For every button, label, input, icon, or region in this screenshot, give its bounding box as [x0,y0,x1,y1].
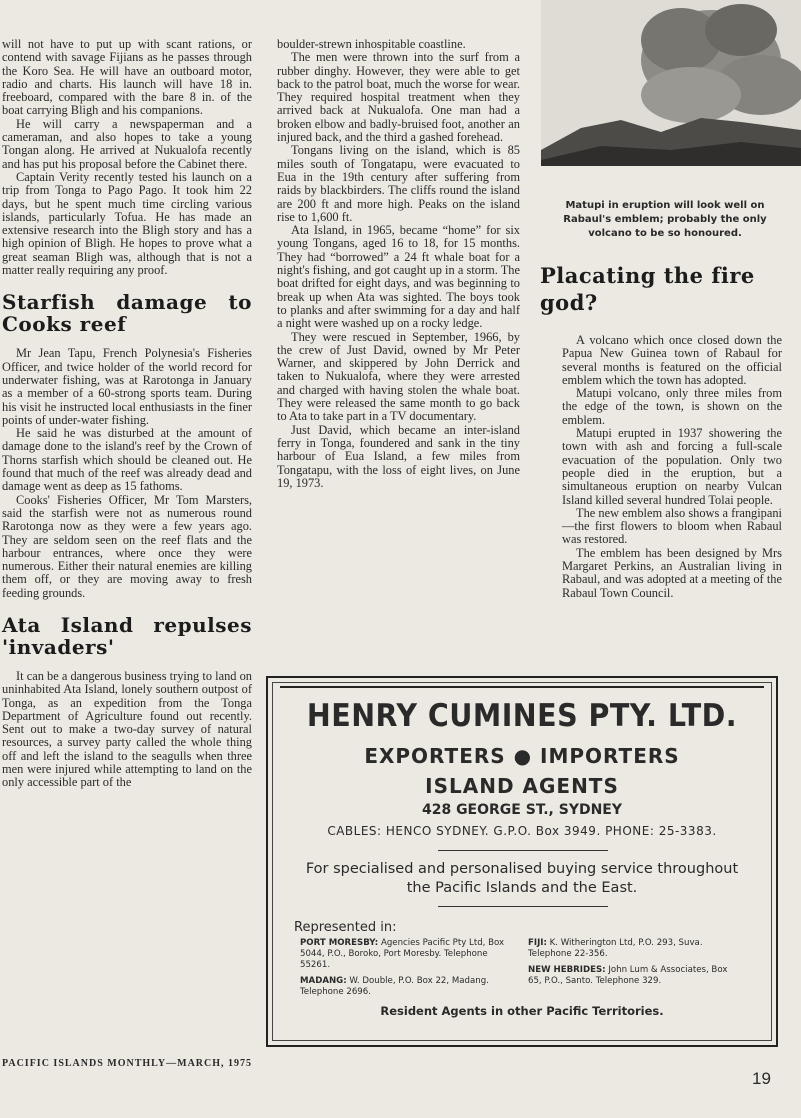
article-paragraph: He said he was disturbed at the amount of damage done to the island's reef by the Crown of Thorns starfish which should be cleaned out. He found that much of the reef was already dead and damage went as deep as 15 fathoms. [2,426,252,494]
ad-divider [438,906,608,907]
article-column-1 [2,38,252,790]
article-paragraph: The men were thrown into the surf from a rubber dinghy. However, they were able to get back to the patrol boat, much the worse for wear. They required hospital treatment when they arrived back at Nukualofa. One man had a broken elbow and badly-bruised foot, another an injured back, and the third a gashed forehead. [277,50,520,145]
volcano-photo [541,0,801,166]
ad-exporters-importers: EXPORTERS ● IMPORTERS [364,744,680,768]
volcano-eruption-image [541,0,801,166]
article-paragraph: Just David, which became an inter-island ferry in Tonga, foundered and sank in the tiny harbour of Eua Island, a few miles from Tongatapu, with the loss of eight lives, on June 19, 1973. [277,422,520,490]
ad-agents-left [300,938,508,998]
article-paragraph: Mr Jean Tapu, French Polynesia's Fisheries Officer, and twice holder of the world record for underwater fishing, was at Rarotonga in January as a member of a 60-strong sports team. During his visit he instructed local enthusiasts in the finer points of under-water fishing. [2,346,252,427]
agent-entry: MADANG: W. Double, P.O. Box 22, Madang. Telephone 2696. [300,976,489,997]
article-paragraph: boulder-strewn inhospitable coastline. [277,37,466,51]
article-paragraph: Captain Verity recently tested his launch on a trip from Tonga to Pago Pago. It took him 22 days, but he spent much time circling various islands, particularly Tofua. He has made an extensive research into the Bligh story and has a high opinion of Bligh. He hopes to prove what a great seaman Bligh was, although that is not a matter really requiring any proof. [2,169,252,278]
ad-company-name: HENRY CUMINES PTY. LTD. [306,698,738,734]
page-number: 19 [752,1069,771,1088]
fire-god-headline: Placating the fire god? [540,263,755,315]
ad-agents-right [528,938,738,987]
agent-entry: NEW HEBRIDES: John Lum & Associates, Box 65, P.O., Santo. Telephone 329. [528,965,728,986]
agent-entry: PORT MORESBY: Agencies Pacific Pty Ltd, Box 5044, P.O., Boroko, Port Moresby. Telephone 55261. [300,938,505,970]
article-paragraph: Matupi volcano, only three miles from the edge of the town, is shown on the emblem. [562,386,782,427]
ad-represented-label: Represented in: [294,920,397,935]
starfish-headline: Starfish damage to Cooks reef [2,290,252,337]
article-paragraph: A volcano which once closed down the Papua New Guinea town of Rabaul for several months is featured on the official emblem which the town has adopted. [562,333,782,387]
ad-address: 428 GEORGE ST., SYDNEY [421,802,623,818]
agent-entry: FIJI: K. Witherington Ltd, P.O. 293, Suva. Telephone 22-356. [528,938,703,959]
article-paragraph: Ata Island, in 1965, became “home” for six young Tongans, aged 16 to 18, for 15 months. They had “borrowed” a 24 ft whale boat for a night's fishing, and got caught up in a storm. The boat drifted for eight days, and was beginning to break up when Ata was sighted. The boys took to planks and after swimming for a day and half a night were washed up on a rocky ledge. [277,223,520,331]
article-paragraph: will not have to put up with scant rations, or contend with savage Fijians as he passes through the Koro Sea. He will have an outboard motor, radio and charts. His launch will have 18 in. freeboard, compared with the bare 8 in. of the boat carrying Bligh and his companions. [2,37,252,118]
ad-top-rule [280,686,764,688]
ad-divider [438,850,608,851]
publication-footer: PACIFIC ISLANDS MONTHLY—MARCH, 1975 [2,1058,253,1069]
ata-headline: Ata Island repulses 'invaders' [2,612,252,659]
ad-tagline: For specialised and personalised buying service throughout the Pacific Islands and the East. [305,861,739,896]
article-paragraph: He will carry a newspaperman and a cameraman, and also hopes to take a young Tongan along. He arrived at Nukualofa recently and has put his proposal before the Cabinet there. [2,116,252,171]
article-paragraph: Cooks' Fisheries Officer, Mr Tom Marsters, said the starfish were not as numerous round Rarotonga now as they were a few years ago. They are seldom seen on the reef flats and the harbour entrances, where once they were numerous. Either their natural enemies are killing them off, or they are moving away to fresh feeding grounds. [2,492,252,600]
ad-island-agents: ISLAND AGENTS [425,774,619,798]
article-paragraph: It can be a dangerous business trying to land on uninhabited Ata Island, lonely southern outpost of Tonga, as an expedition from the Tonga Department of Agriculture found out recently. Sent out to make a two-day survey of natural resources, a survey party called the whole thing off and left the island to the seagulls when three men were injured while attempting to land on the only accessible part of the [2,668,252,790]
article-column-2 [277,38,520,490]
article-paragraph: The emblem has been designed by Mrs Margaret Perkins, an Australian living in Rabaul, and was adopted at a meeting of the Rabaul Town Council. [562,545,782,600]
advertisement [266,676,778,1047]
article-column-3 [562,334,782,600]
photo-caption: Matupi in eruption will look well on Rabaul's emblem; probably the only volcano to be so honoured. [563,200,767,239]
article-paragraph: Matupi erupted in 1937 showering the town with ash and forcing a full-scale evacuation of the population. Only two people died in the eruption, but a simultaneous eruption on nearby Vulcan Island killed several hundred Tolai people. [562,426,782,507]
article-paragraph: The new emblem also shows a frangipani—the first flowers to bloom when Rabaul was restored. [562,505,782,547]
article-paragraph: They were rescued in September, 1966, by the crew of Just David, owned by Mr Peter Warner, and skippered by John Derrick and taken to Nukualofa, where they were arrested and charged with having stolen the whale boat. They were released the same month to go back to Ata to take part in a TV documentary. [277,329,520,424]
ad-contact: CABLES: HENCO SYDNEY. G.P.O. Box 3949. PHONE: 25-3383. [327,824,717,838]
article-paragraph: Tongans living on the island, which is 85 miles south of Tongatapu, were evacuated to Eua in the 19th century after suffering from raids by blackbirders. The cliffs round the island are 200 ft and more high. Peaks on the island rise to 1,600 ft. [277,143,520,224]
ad-resident-agents: Resident Agents in other Pacific Territories. [380,1004,664,1018]
